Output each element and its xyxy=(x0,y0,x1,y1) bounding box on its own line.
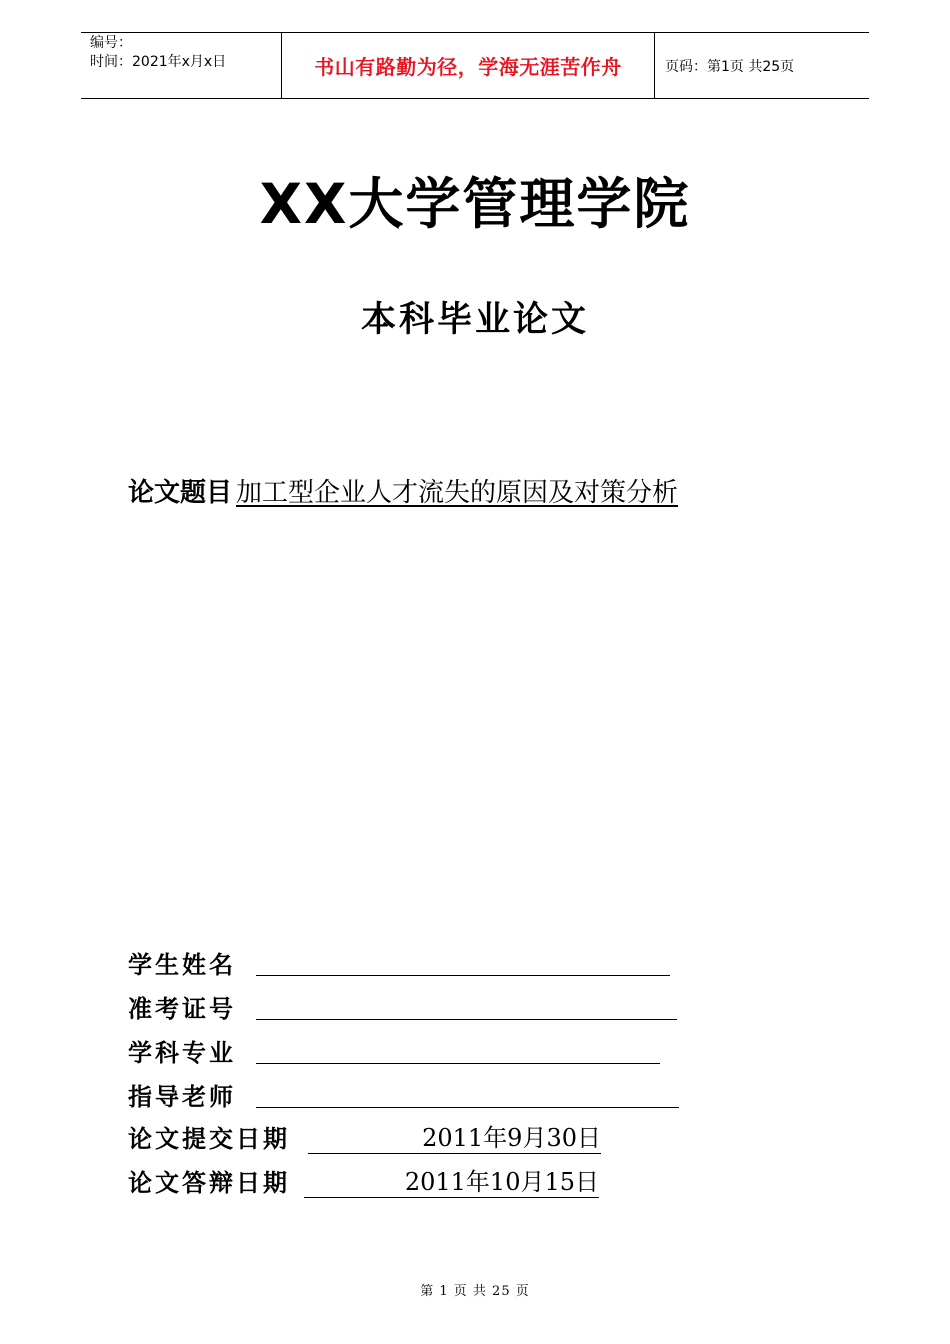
thesis-title-label: 论文题目 xyxy=(128,478,233,508)
motto: 书山有路勤为径，学海无涯苦作舟 xyxy=(314,55,622,79)
page-info: 页码：第1页 共25页 xyxy=(665,58,795,75)
major-label: 学科专业 xyxy=(128,1038,236,1067)
advisor-line xyxy=(256,1106,679,1108)
student-name-row xyxy=(128,945,670,980)
exam-id-row xyxy=(128,989,677,1024)
defense-date-value: 2011年10月15日 xyxy=(304,1167,599,1198)
major-line xyxy=(256,1062,660,1064)
page-footer: 第 1 页 共 25 页 xyxy=(420,1284,530,1299)
submit-date-value: 2011年9月30日 xyxy=(308,1123,601,1154)
defense-date-label: 论文答辩日期 xyxy=(128,1168,290,1197)
major-row xyxy=(128,1033,660,1068)
header-meta xyxy=(81,33,282,98)
exam-id-line xyxy=(256,1018,677,1020)
header-motto-cell xyxy=(282,33,655,98)
header-page-info-cell xyxy=(655,33,869,98)
defense-date-row xyxy=(128,1163,599,1198)
submit-date-label: 论文提交日期 xyxy=(128,1124,290,1153)
advisor-row xyxy=(128,1077,679,1112)
thesis-title-row xyxy=(128,472,678,509)
student-name-label: 学生姓名 xyxy=(128,950,236,979)
submit-date-row xyxy=(128,1119,601,1154)
thesis-title-value: 加工型企业人才流失的原因及对策分析 xyxy=(236,478,679,508)
document-type: 本科毕业论文 xyxy=(360,299,589,340)
number-label: 编号： xyxy=(90,35,132,51)
school-name: XX大学管理学院 xyxy=(259,172,691,236)
student-name-line xyxy=(256,974,670,976)
page-header xyxy=(81,32,869,99)
time-label: 时间：2021年x月x日 xyxy=(90,54,227,70)
advisor-label: 指导老师 xyxy=(128,1082,236,1111)
exam-id-label: 准考证号 xyxy=(128,994,236,1023)
